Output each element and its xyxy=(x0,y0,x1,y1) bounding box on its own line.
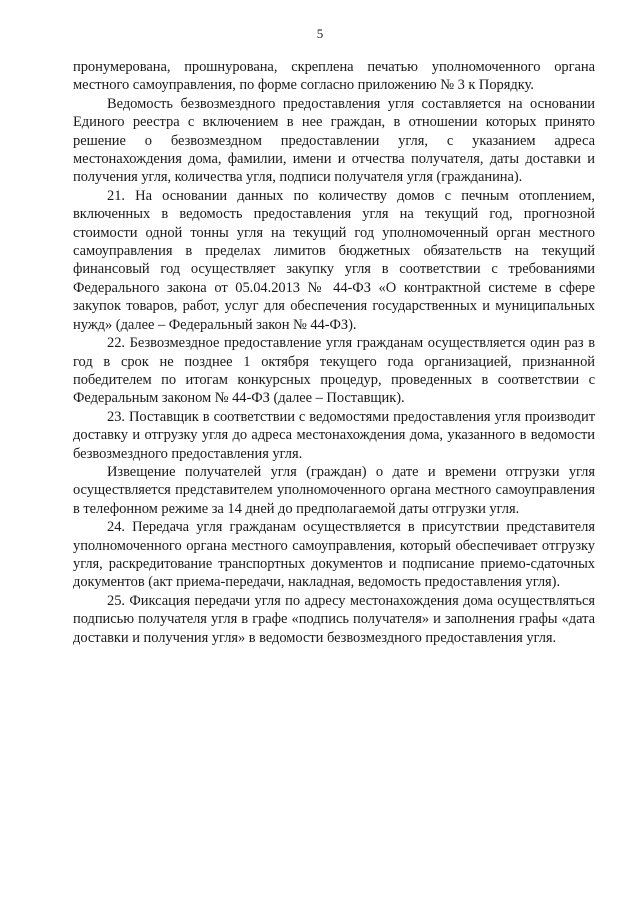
paragraph-24: 24. Передача угля гражданам осуществляется в присутствии представителя уполномоченного органа местного самоуправления, который обеспечивает отгрузку угля, раскредитование транспортных документов и подписание приемо-сдаточных документов (акт приема-передачи, накладная, ведомость предоставления угля). xyxy=(73,519,595,591)
paragraph-23: 23. Поставщик в соответствии с ведомостями предоставления угля производит доставку и отгрузку угля до адреса местонахождения дома, указанного в ведомости безвозмездного предоставления угля. xyxy=(73,408,595,462)
paragraph-22: 22. Безвозмездное предоставление угля гражданам осуществляется один раз в год в срок не позднее 1 октября текущего года организацией, признанной победителем по итогам конкурсных процедур, проведенных в соответствии с Федеральным законом № 44-ФЗ (далее – Поставщик). xyxy=(73,335,595,407)
paragraph-21: 21. На основании данных по количеству домов с печным отоплением, включенных в ведомость предоставления угля на текущий год, прогнозной стоимости одной тонны угля на текущий год уполномоченный орган местного самоуправления в пределах лимитов бюджетных обязательств на текущий финансовый год осуществляет закупку угля в соответствии с требованиями Федерального закона от 05.04.2013 № 44-ФЗ «О контрактной системе в сфере закупок товаров, работ, услуг для обеспечения государственных и муниципальных нужд» (далее – Федеральный закон № 44-ФЗ). xyxy=(73,187,595,333)
paragraph-continuation: пронумерована, прошнурована, скреплена печатью уполномоченного органа местного самоуправления, по форме согласно приложению № 3 к Порядку. xyxy=(73,59,595,94)
paragraph-statement-composition: Ведомость безвозмездного предоставления угля составляется на основании Единого реестра с включением в нее граждан, в отношении которых принято решение о безвозмездном предоставлении угля, с указанием адреса местонахождения дома, фамилии, имени и отчества получателя, даты доставки и получения угля, количества угля, подписи получателя угля (гражданина). xyxy=(73,95,595,186)
paragraph-notification: Извещение получателей угля (граждан) о дате и времени отгрузки угля осуществляется представителем уполномоченного органа местного самоуправления в телефонном режиме за 14 дней до предполагаемой даты отгрузки угля. xyxy=(73,463,595,517)
document-body xyxy=(73,58,595,647)
page-number: 5 xyxy=(316,26,324,41)
paragraph-25: 25. Фиксация передачи угля по адресу местонахождения дома осуществляться подписью получателя угля в графе «подпись получателя» и заполнения графы «дата доставки и получения угля» в ведомости безвозмездного предоставления угля. xyxy=(73,592,595,646)
